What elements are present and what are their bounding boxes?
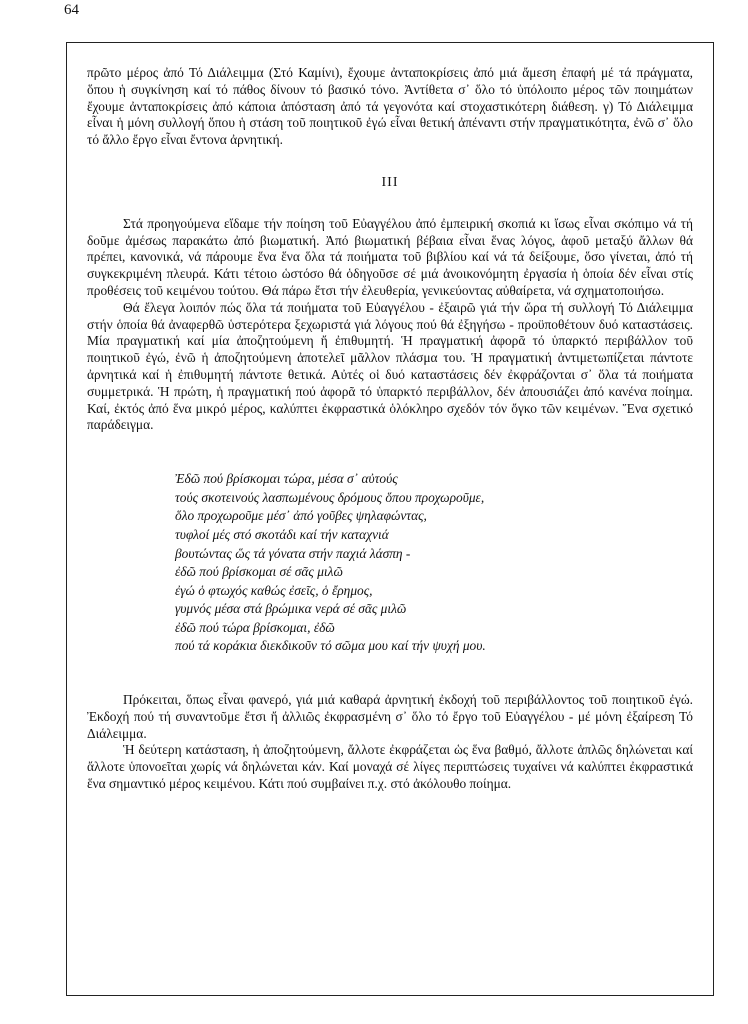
- poem-line: πού τά κοράκια διεκδικοῦν τό σῶμα μου καί τήν ψυχή μου.: [175, 638, 486, 654]
- poem-line: ὅλο προχωροῦμε μέσ᾿ ἀπό γοῦβες ψηλαφώντας,: [175, 508, 427, 524]
- poem-line: Ἐδῶ πού βρίσκομαι τώρα, μέσα σ᾿ αὐτούς: [175, 471, 398, 487]
- poem-line: ἐγώ ὁ φτωχός καθώς ἐσεῖς, ὁ ἔρημος,: [175, 582, 373, 598]
- page-number: 64: [64, 2, 79, 18]
- poem-line: γυμνός μέσα στά βρώμικα νερά σέ σᾶς μιλῶ: [175, 601, 407, 617]
- paragraph: Ἡ δεύτερη κατάσταση, ἡ ἀποζητούμενη, ἄλλοτε ἐκφράζεται ὡς ἕνα βαθμό, ἄλλοτε ἁπλῶς δηλώνεται καί ἄλλοτε ὑπονοεῖται χωρίς νά δηλώνεται κάν. Καί μοναχά σέ λίγες περιπτώσεις τυχαίνει νά καλύπτει ἐκφραστικά ἕνα σημαντικό μέρος κειμένου. Κάτι πού συμβαίνει π.χ. στό ἀκόλουθο ποίημα.: [87, 742, 693, 792]
- page-content: [87, 65, 693, 793]
- paragraph: Θά ἔλεγα λοιπόν πώς ὅλα τά ποιήματα τοῦ Εὐαγγέλου - ἐξαιρῶ γιά τήν ὥρα τή συλλογή Τό Διάλειμμα στήν ὁποία θά ἀναφερθῶ ὑστερότερα ξεχωριστά γιά λόγους πού θά ἐξηγήσω - προϋποθέτουν δυό καταστάσεις. Μία πραγματική καί μία ἀποζητούμενη ἤ ἐπιθυμητή. Ἡ πραγματική ἀφορᾶ τό ὑπαρκτό περιβάλλον τοῦ ποιητικοῦ ἐγώ, ἐνῶ ἡ ἀποζητούμενη ἀποτελεῖ μᾶλλον πλάσμα του. Ἡ πραγματική ἀντιμετωπίζεται πάντοτε ἀρνητικά καί ἡ ἐπιθυμητή πάντοτε θετικά. Αὐτές οἱ δυό καταστάσεις δέν ἐκφράζονται σ᾿ ὅλα τά ποιήματα συμμετρικά. Ἡ πρώτη, ἡ πραγματική πού ἀφορᾶ τό ὑπαρκτό περιβάλλον, δέν ἀπουσιάζει ἀπό κανένα ποίημα. Καί, ἐκτός ἀπό ἕνα μικρό μέρος, καλύπτει ἐκφραστικά ὁλόκληρο σχεδόν τόν ὄγκο τῶν κειμένων. Ἕνα σχετικό παράδειγμα.: [87, 299, 693, 433]
- poem-line: ἐδῶ πού τώρα βρίσκομαι, ἐδῶ: [175, 619, 335, 635]
- section-heading: III: [381, 174, 399, 190]
- paragraph-continuation: πρῶτο μέρος ἀπό Τό Διάλειμμα (Στό Καμίνι), ἔχουμε ἀνταποκρίσεις ἀπό μιά ἄμεση ἐπαφή μέ τά πράγματα, ὅπου ἡ συγκίνηση καί τό πάθος δίνουν τό βασικό τόνο. Ἀντίθετα σ᾿ ὅλο τό ὑπόλοιπο μέρος τῶν ποιημάτων ἔχουμε ἀνταποκρίσεις ἀπό κάποια ἀπόσταση ἀπό τά γεγονότα καί στοχαστικότερη διάθεση. γ) Τό Διάλειμμα εἶναι ἡ μόνη συλλογή ὅπου ἡ στάση τοῦ ποιητικοῦ ἐγώ εἶναι θετική ἀπέναντι στήν πραγματικότητα, ἐνῶ σ᾿ ὅλο τό ἄλλο ἔργο εἶναι ἔντονα ἀρνητική.: [87, 65, 693, 148]
- text-frame: [66, 42, 714, 996]
- poem-quote: [175, 470, 693, 656]
- poem-line: βουτώντας ὥς τά γόνατα στήν παχιά λάσπη -: [175, 545, 411, 561]
- poem-line: ἐδῶ πού βρίσκομαι σέ σᾶς μιλῶ: [175, 564, 343, 580]
- paragraph: Πρόκειται, ὅπως εἶναι φανερό, γιά μιά καθαρά ἀρνητική ἐκδοχή τοῦ περιβάλλοντος τοῦ ποιητικοῦ ἐγώ. Ἐκδοχή πού τή συναντοῦμε ἔτσι ἤ ἀλλιῶς ἐκφρασμένη σ᾿ ὅλο τό ἔργο τοῦ Εὐαγγέλου - μέ μόνη ἐξαίρεση Τό Διάλειμμα.: [87, 692, 693, 741]
- paragraph: Στά προηγούμενα εἴδαμε τήν ποίηση τοῦ Εὐαγγέλου ἀπό ἐμπειρική σκοπιά κι ἴσως εἶναι σκόπιμο νά τή δοῦμε ἀμέσως παρακάτω ἀπό βιωματική. Ἀπό βιωματική βέβαια εἶναι ἕνας λόγος, ἀφοῦ μεταξύ ἄλλων θά πρέπει, κανονικά, νά πάρουμε ἕνα ἕνα ὅλα τά ποιήματα τοῦ βιβλίου καί νά τά δείξουμε, ὅσο γίνεται, ἀπό τή συγκεκριμένη πλευρά. Κάτι τέτοιο ὡστόσο θά ὁδηγοῦσε σέ μιά ἀνοικονόμητη ἐργασία ἡ ὁποία δέν εἶναι στίς προθέσεις τοῦ κειμένου τούτου. Θά πάρω ἔτσι τήν ἐλευθερία, γενικεύοντας αὐθαίρετα, νά σχηματοποιήσω.: [87, 215, 693, 298]
- poem-line: τούς σκοτεινούς λασπωμένους δρόμους ὅπου προχωροῦμε,: [175, 489, 485, 505]
- poem-line: τυφλοί μές στό σκοτάδι καί τήν καταχνιά: [175, 526, 389, 542]
